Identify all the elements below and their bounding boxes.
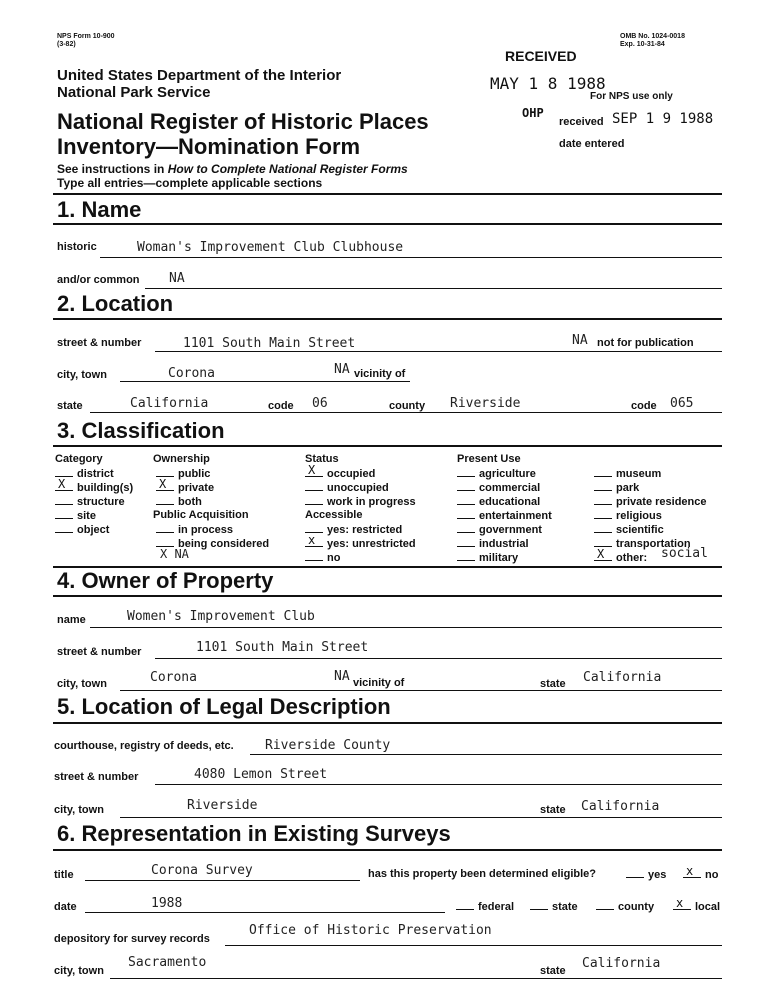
owner-street-label: street & number (57, 646, 142, 658)
category-structure[interactable]: structure (55, 495, 125, 508)
owner-name-label: name (57, 614, 86, 626)
legal-street-label: street & number (54, 771, 139, 783)
courthouse-value: Riverside County (265, 738, 391, 753)
present-use-title: Present Use (457, 453, 521, 465)
owner-state-label: state (540, 678, 566, 690)
category-building[interactable]: X building(s) (55, 481, 133, 494)
state-value: California (130, 396, 209, 411)
status-occupied[interactable]: X occupied (305, 467, 375, 480)
field-underline (155, 658, 722, 659)
category-site[interactable]: site (55, 509, 96, 522)
survey-date-value: 1988 (151, 896, 183, 911)
owner-city-label: city, town (57, 678, 107, 690)
use-industrial[interactable]: industrial (457, 537, 529, 550)
county-label: county (389, 400, 426, 412)
eligible-no[interactable]: x no (683, 868, 718, 881)
common-name-value: NA (169, 271, 185, 286)
field-underline (85, 880, 360, 881)
level-local[interactable]: x local (673, 900, 720, 913)
public-acquisition-title: Public Acquisition (153, 509, 249, 521)
owner-vicinity-mark: NA (334, 669, 350, 684)
use-transportation[interactable]: transportation (594, 537, 691, 550)
status-title: Status (305, 453, 339, 465)
field-underline (90, 627, 722, 628)
category-title: Category (55, 453, 103, 465)
field-underline (85, 912, 445, 913)
vicinity-mark: NA (334, 362, 350, 377)
use-entertainment[interactable]: entertainment (457, 509, 552, 522)
instructions-line1: See instructions in How to Complete National Register Forms (57, 162, 408, 176)
ownership-both[interactable]: both (156, 495, 202, 508)
use-other-value: social (661, 546, 708, 561)
section-5-heading: 5. Location of Legal Description (57, 694, 391, 719)
legal-state-value: California (581, 799, 660, 814)
depository-value: Office of Historic Preservation (249, 923, 492, 938)
street-number-label: street & number (57, 337, 142, 349)
use-agriculture[interactable]: agriculture (457, 467, 536, 480)
ownership-private[interactable]: X private (156, 481, 214, 494)
field-underline (90, 412, 722, 413)
common-name-label: and/or common (57, 274, 140, 286)
field-underline (225, 945, 722, 946)
county-code-label: code (631, 400, 657, 412)
field-underline (100, 257, 722, 258)
accessible-title: Accessible (305, 509, 363, 521)
courthouse-label: courthouse, registry of deeds, etc. (54, 740, 234, 752)
acquisition-in-process[interactable]: in process (156, 523, 233, 536)
instructions-line2: Type all entries—complete applicable sections (57, 176, 323, 190)
section-1-heading: 1. Name (57, 197, 142, 222)
received-label: received (559, 116, 604, 128)
use-park[interactable]: park (594, 481, 639, 494)
vicinity-label: vicinity of (354, 368, 406, 380)
use-government[interactable]: government (457, 523, 542, 536)
received-date: SEP 1 9 1988 (612, 111, 714, 127)
survey-date-label: date (54, 901, 77, 913)
legal-city-value: Riverside (187, 798, 258, 813)
survey-title-value: Corona Survey (151, 863, 253, 878)
owner-name-value: Women's Improvement Club (127, 609, 315, 624)
section-2-heading: 2. Location (57, 291, 174, 316)
section-rule (53, 223, 722, 225)
city-town-label: city, town (57, 369, 107, 381)
date-entered-label: date entered (559, 138, 625, 150)
section-6-heading: 6. Representation in Existing Surveys (57, 821, 451, 846)
section-rule (53, 445, 722, 447)
level-federal[interactable]: federal (456, 900, 514, 913)
received-stamp: RECEIVED (505, 48, 577, 64)
use-commercial[interactable]: commercial (457, 481, 540, 494)
section-rule (53, 595, 722, 597)
section-rule (53, 722, 722, 724)
survey-state-value: California (582, 956, 661, 971)
eligible-question: has this property been determined eligible? (368, 868, 596, 880)
city-town-value: Corona (168, 366, 215, 381)
use-religious[interactable]: religious (594, 509, 662, 522)
use-educational[interactable]: educational (457, 495, 540, 508)
owner-state-value: California (583, 670, 662, 685)
accessible-restricted[interactable]: yes: restricted (305, 523, 402, 536)
category-district[interactable]: district (55, 467, 114, 480)
survey-state-label: state (540, 965, 566, 977)
not-for-publication-mark: NA (572, 333, 588, 348)
field-underline (155, 351, 722, 352)
historic-label: historic (57, 241, 97, 253)
acquisition-being-considered[interactable]: being considered (156, 537, 269, 550)
owner-street-value: 1101 South Main Street (196, 640, 369, 655)
survey-city-label: city, town (54, 965, 104, 977)
form-date: (3-82) (57, 41, 76, 48)
legal-city-label: city, town (54, 804, 104, 816)
use-other[interactable]: X other: (594, 551, 647, 564)
acquisition-note: X NA (160, 547, 189, 561)
not-for-publication-label: not for publication (597, 337, 694, 349)
level-county[interactable]: county (596, 900, 654, 913)
legal-street-value: 4080 Lemon Street (194, 767, 328, 782)
ohp-stamp: OHP (522, 106, 544, 120)
field-underline (120, 381, 410, 382)
section-4-heading: 4. Owner of Property (57, 568, 274, 593)
field-underline (120, 690, 722, 691)
field-underline (110, 978, 722, 979)
use-scientific[interactable]: scientific (594, 523, 664, 536)
omb-expiration: Exp. 10-31-84 (620, 41, 665, 48)
field-underline (145, 288, 722, 289)
accessible-unrestricted[interactable]: x yes: unrestricted (305, 537, 416, 550)
state-label: state (57, 400, 83, 412)
level-state[interactable]: state (530, 900, 578, 913)
form-number: NPS Form 10-900 (57, 33, 115, 40)
owner-vicinity-label: vicinity of (353, 677, 405, 689)
state-code-label: code (268, 400, 294, 412)
field-underline (155, 784, 722, 785)
section-rule (53, 849, 722, 851)
use-private-residence[interactable]: private residence (594, 495, 707, 508)
depository-label: depository for survey records (54, 933, 210, 945)
county-value: Riverside (450, 396, 521, 411)
service-name: National Park Service (57, 84, 211, 101)
survey-city-value: Sacramento (128, 955, 207, 970)
form-title-line1: National Register of Historic Places (57, 109, 429, 134)
survey-title-label: title (54, 869, 74, 881)
section-rule (53, 318, 722, 320)
status-unoccupied[interactable]: unoccupied (305, 481, 389, 494)
department-name: United States Department of the Interior (57, 67, 342, 84)
state-code-value: 06 (312, 396, 328, 411)
section-rule (53, 193, 722, 195)
street-number-value: 1101 South Main Street (183, 336, 356, 351)
field-underline (250, 754, 722, 755)
form-title-line2: Inventory—Nomination Form (57, 134, 361, 159)
use-military[interactable]: military (457, 551, 518, 564)
received-stamp-date: MAY 1 8 1988 (490, 74, 606, 93)
historic-name-value: Woman's Improvement Club Clubhouse (137, 240, 404, 255)
use-museum[interactable]: museum (594, 467, 661, 480)
ownership-public[interactable]: public (156, 467, 210, 480)
category-object[interactable]: object (55, 523, 109, 536)
accessible-no[interactable]: no (305, 551, 340, 564)
omb-number: OMB No. 1024-0018 (620, 33, 685, 40)
for-nps-use-only: For NPS use only (590, 91, 673, 102)
owner-city-value: Corona (150, 670, 197, 685)
status-work-in-progress[interactable]: work in progress (305, 495, 416, 508)
ownership-title: Ownership (153, 453, 210, 465)
section-3-heading: 3. Classification (57, 418, 225, 443)
field-underline (120, 817, 722, 818)
legal-state-label: state (540, 804, 566, 816)
eligible-yes[interactable]: yes (626, 868, 666, 881)
county-code-value: 065 (670, 396, 694, 411)
